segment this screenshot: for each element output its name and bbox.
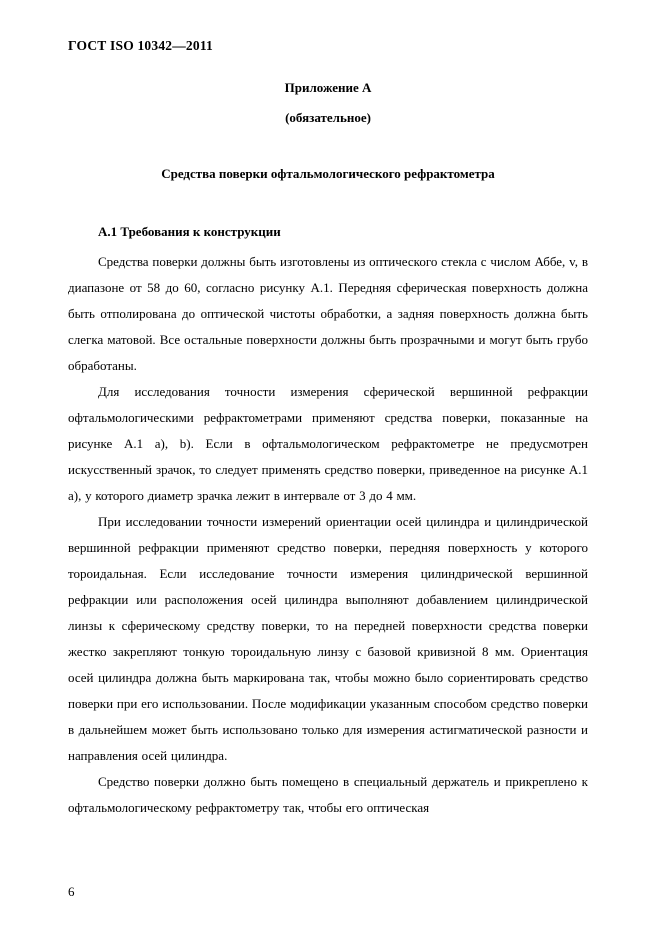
- standard-header: ГОСТ ISO 10342—2011: [68, 38, 213, 53]
- paragraph: Для исследования точности измерения сферической вершинной рефракции офтальмологическими рефрактометрами применяют средства поверки, показанные на рисунке А.1 а), b). Если в офтальмологическом рефрактометре не предусмотрен искусственный зрачок, то следует применять средство поверки, приведенное на рисунке А.1 а), у которого диаметр зрачка лежит в интервале от 3 до 4 мм.: [68, 384, 588, 503]
- page-number: 6: [68, 884, 75, 899]
- annex-subtitle: (обязательное): [285, 110, 371, 125]
- paragraph: Средство поверки должно быть помещено в специальный держатель и прикреплено к офтальмологическому рефрактометру так, чтобы его оптическая: [68, 774, 588, 815]
- paragraph: Средства поверки должны быть изготовлены из оптического стекла с числом Аббе, v, в диапазоне от 58 до 60, согласно рисунку А.1. Передняя сферическая поверхность должна быть отполирована до оптической чистоты обработки, а задняя поверхность должна быть слегка матовой. Все остальные поверхности должны быть прозрачными и могут быть грубо обработаны.: [68, 254, 588, 373]
- annex-title: Приложение А: [284, 80, 372, 95]
- page-content: [68, 38, 588, 821]
- paragraph: При исследовании точности измерений ориентации осей цилиндра и цилиндрической вершинной рефракции применяют средство поверки, передняя поверхность у которого тороидальная. Если исследование точности измерения цилиндрической вершинной рефракции или расположения осей цилиндра выполняют добавлением цилиндрической линзы к сферическому средству поверки, то на передней поверхности средства поверки жестко закрепляют тонкую тороидальную линзу с базовой кривизной 8 мм. Ориентация осей цилиндра должна быть маркирована так, чтобы можно было сориентировать средство поверки при его использовании. После модификации указанным способом средство поверки в дальнейшем может быть использовано только для измерения астигматической разности и направления осей цилиндра.: [68, 514, 588, 763]
- section-title: Средства поверки офтальмологического рефрактометра: [161, 166, 495, 181]
- clause-title: А.1 Требования к конструкции: [98, 224, 281, 239]
